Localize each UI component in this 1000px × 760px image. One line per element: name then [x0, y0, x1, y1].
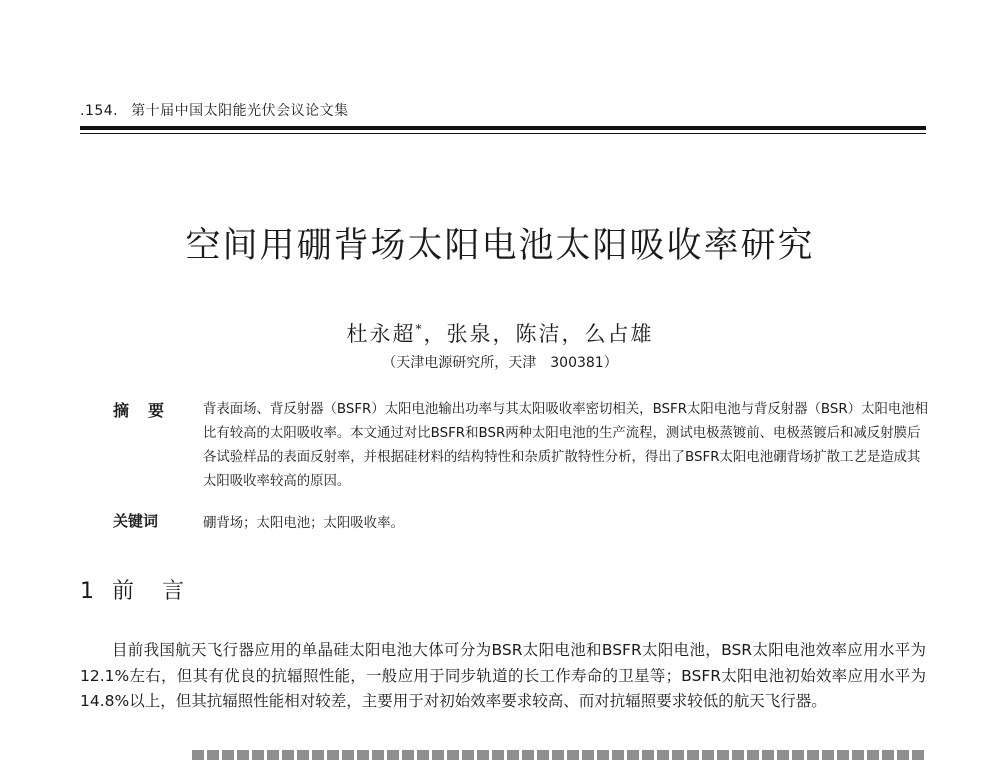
running-header: [80, 100, 926, 120]
abstract-text: 背表面场、背反射器（BSFR）太阳电池输出功率与其太阳吸收率密切相关，BSFR太阳电池与背反射器（BSR）太阳电池相比有较高的太阳吸收率。本文通过对比BSFR和BSR两种太阳电池的生产流程，测试电极蒸镀前、电极蒸镀后和减反射膜后各试验样品的表面反射率，并根据硅材料的结构特性和杂质扩散特性分析，得出了BSFR太阳电池硼背场扩散工艺是造成其太阳吸收率较高的原因。: [203, 402, 929, 489]
section-number: 1: [80, 579, 96, 604]
proceedings-title: 第十届中国太阳能光伏会议论文集: [131, 103, 349, 119]
page-number: .154.: [80, 103, 119, 119]
corresponding-mark: *: [415, 322, 424, 336]
section-title-char-1: 前: [112, 579, 137, 604]
abstract-label: 摘要: [113, 401, 184, 420]
partial-text-line: [192, 750, 926, 760]
intro-paragraph: 目前我国航天飞行器应用的单晶硅太阳电池大体可分为BSR太阳电池和BSFR太阳电池，BSR太阳电池效率应用水平为12.1%左右，但其有优良的抗辐照性能，一般应用于同步轨道的长工作寿命的卫星等；BSFR太阳电池初始效率应用水平为14.8%以上，但其抗辐照性能相对较差，主要用于对初始效率要求较高、而对抗辐照要求较低的航天飞行器。: [80, 641, 926, 710]
cut-off-line: [80, 744, 926, 760]
paper-title: 空间用硼背场太阳电池太阳吸收率研究: [185, 226, 815, 266]
header-rule-thin: [80, 133, 926, 134]
keywords-label: 关键词: [113, 512, 159, 530]
section-title-char-2: 言: [162, 579, 187, 604]
other-authors: ，张泉，陈洁，么占雄: [423, 322, 654, 346]
author-list: [0, 318, 1000, 348]
header-rule-thick: [80, 126, 926, 130]
affiliation: （天津电源研究所，天津 300381）: [382, 355, 618, 371]
keywords-text: 硼背场；太阳电池；太阳吸收率。: [203, 516, 404, 531]
first-author: 杜永超: [346, 322, 416, 346]
section-heading: [80, 574, 186, 605]
